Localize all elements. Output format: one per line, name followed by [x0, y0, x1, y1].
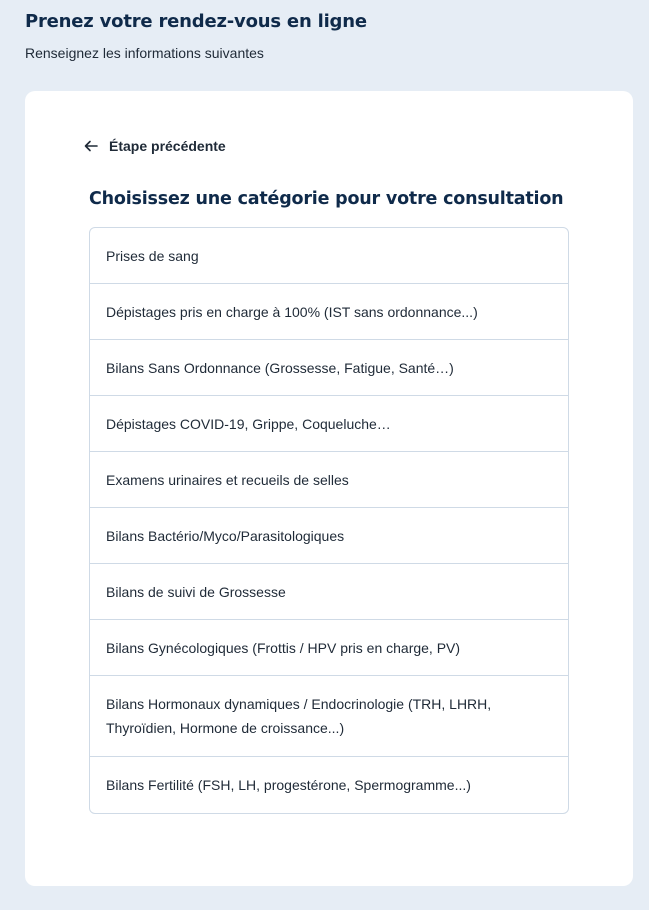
page-subtitle: Renseignez les informations suivantes [25, 45, 264, 61]
previous-step-link[interactable] [83, 137, 226, 155]
category-list [89, 227, 569, 814]
category-item-bilans-sans-ordonnance[interactable]: Bilans Sans Ordonnance (Grossesse, Fatigue, Santé…) [90, 340, 568, 396]
booking-card [25, 91, 633, 886]
page-header [25, 10, 367, 62]
category-item-depistages-covid[interactable]: Dépistages COVID-19, Grippe, Coqueluche… [90, 396, 568, 452]
category-item-suivi-grossesse[interactable]: Bilans de suivi de Grossesse [90, 564, 568, 620]
category-item-bilans-hormonaux[interactable]: Bilans Hormonaux dynamiques / Endocrinologie (TRH, LHRH, Thyroïdien, Hormone de croissance...) [90, 676, 568, 757]
arrow-left-icon [83, 138, 99, 154]
page-title: Prenez votre rendez-vous en ligne [25, 11, 367, 32]
category-item-bilans-bacterio[interactable]: Bilans Bactério/Myco/Parasitologiques [90, 508, 568, 564]
category-item-depistages-100[interactable]: Dépistages pris en charge à 100% (IST sans ordonnance...) [90, 284, 568, 340]
category-item-bilans-fertilite[interactable]: Bilans Fertilité (FSH, LH, progestérone, Spermogramme...) [106, 777, 471, 793]
category-item-examens-urinaires[interactable]: Examens urinaires et recueils de selles [90, 452, 568, 508]
category-item-bilans-gynecologiques[interactable]: Bilans Gynécologiques (Frottis / HPV pris en charge, PV) [90, 620, 568, 676]
category-item-prises-de-sang[interactable]: Prises de sang [90, 228, 568, 284]
section-title: Choisissez une catégorie pour votre consultation [89, 189, 564, 209]
previous-step-label: Étape précédente [109, 138, 226, 154]
